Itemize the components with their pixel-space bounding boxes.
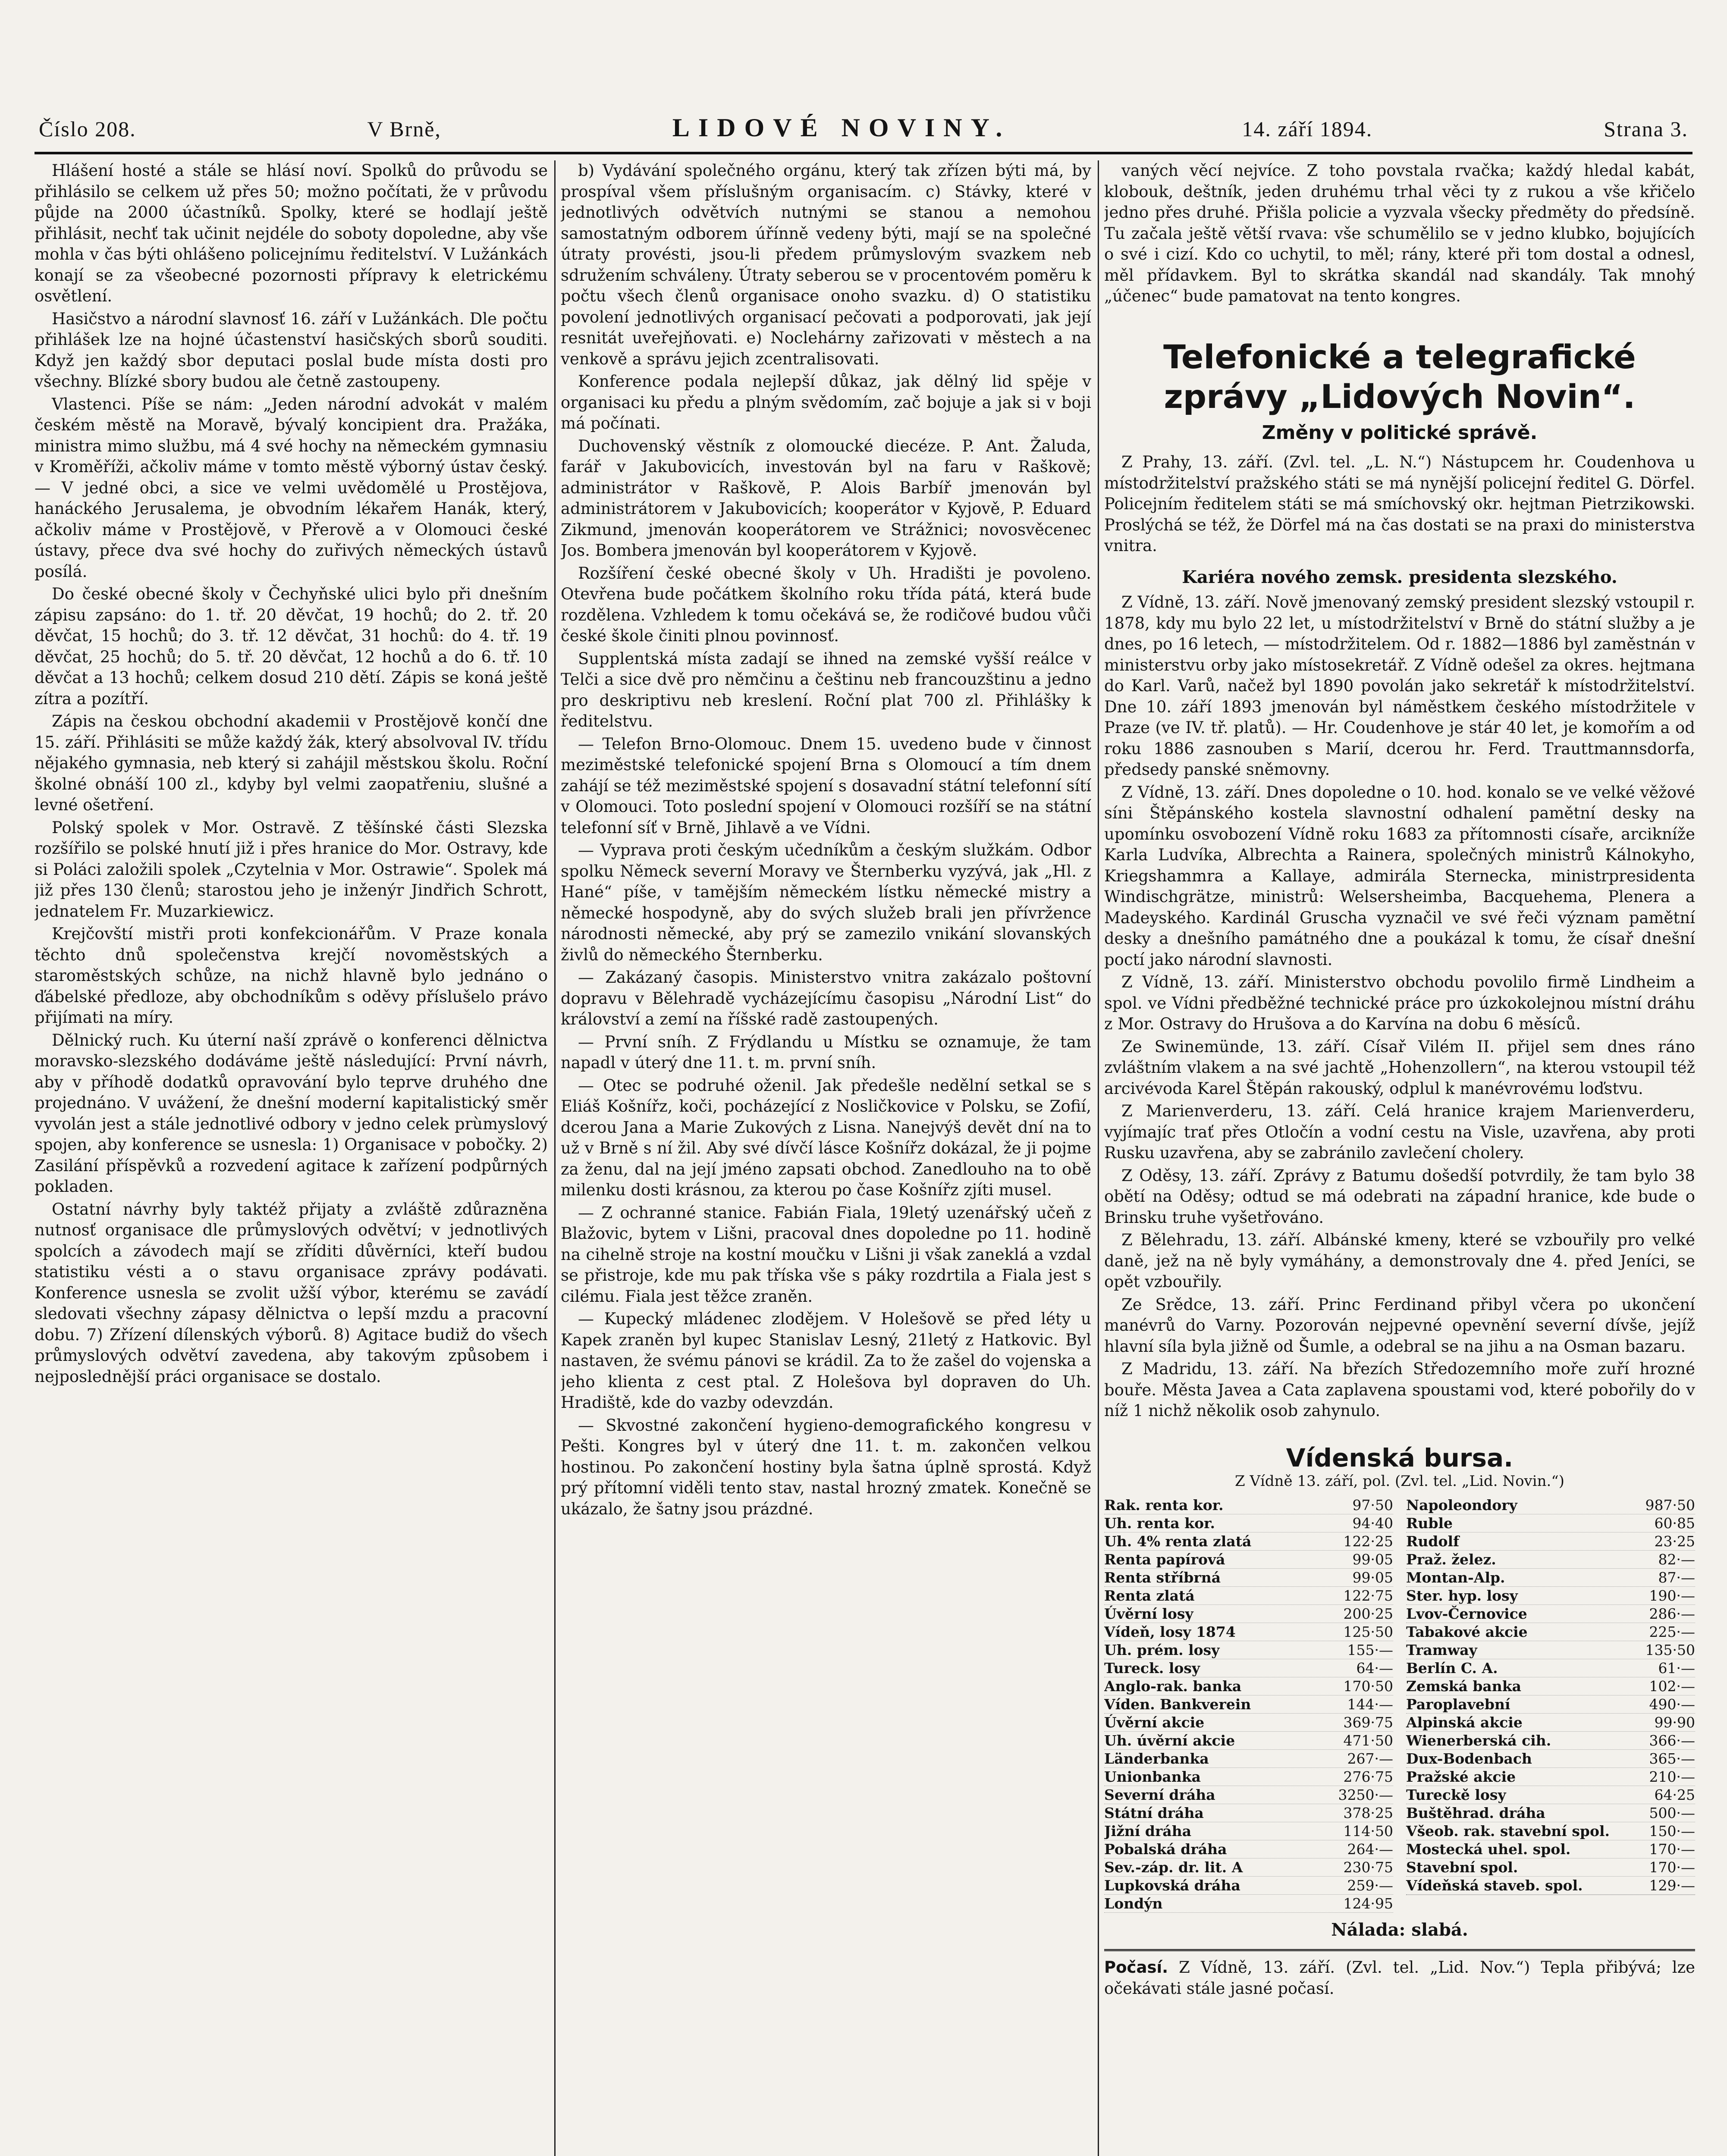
bursa-security: Paroplavební [1406, 1695, 1510, 1713]
telegram-item: Z Prahy, 13. září. (Zvl. tel. „L. N.“) Nástupcem hr. Coudenhova u místodržitelství pražského státi se má nynější policejní ředitel G. Dörfel. Policejním ředitelem státi se má smíchovský okr. hejtman Pietrzikowski. Proslýchá se též, že Dörfel má na čas dostati se na praxi do ministerstva vnitra. [1104, 453, 1695, 555]
article: Dělnický ruch. Ku úterní naší zprávě o konferenci dělnictva moravsko-slezského dodáváme ještě následující: První návrh, aby v příhodě dodatků opravování bylo teprve druhého dne projednáno. V uvážení, že dnešní moderní kapitalistický směr vyvolán jest a stále jednotlivé odbory v jedno celek prùmyslový spojen, aby konference se usnesla: 1) Organisace v pobočky. 2) Zasilání příspěvků a rozvedení agitace k zařízení podpůrných pokladen. [35, 1031, 548, 1196]
bursa-row [1406, 1551, 1695, 1569]
bursa-price: 99·05 [1352, 1569, 1393, 1586]
article: — Otec se podruhé oženil. Jak předešle nedělní setkal se s Eliáš Košnířz, koči, pocházející z Nosličkovice v Polsku, se Zofií, dcerou Jana a Marie Zukových z Lisna. Nanejvýš devět dní na to už v Brně s ní žil. Aby své dívčí lásce Košnířz dokázal, že ji pojme za ženu, dal na její jméno zapsati obchod. Zanedlouho na to obě milenku dosti krásnou, za kterou po čase Košnířz zjíti musel. [561, 1076, 1091, 1199]
bursa-row [1406, 1677, 1695, 1695]
bursa-row [1406, 1641, 1695, 1659]
bursa-row [1104, 1877, 1393, 1895]
article: Hlášení hosté a stále se hlásí noví. Spolků do průvodu se přihlásilo se celkem už přes 50; možno počítati, že v průvodu půjde na 2000 účastníků. Spolky, které se hodlají ještě přihlásit, nechť tak učinit nejdéle do soboty dopoledne, aby vše mohla v čas býti ohlášeno policejnímu ředitelství. V Lužánkách konají se za všeobecné pozornosti přípravy k eletrickému osvětlení. [35, 161, 548, 305]
bursa-price: 122·25 [1343, 1532, 1393, 1550]
bursa-price: 286·— [1649, 1605, 1695, 1622]
bursa-row [1104, 1551, 1393, 1569]
bursa-row [1104, 1786, 1393, 1804]
bursa-security: Montan-Alp. [1406, 1569, 1505, 1586]
bursa-price: 99·05 [1352, 1551, 1393, 1568]
article: — Telefon Brno-Olomouc. Dnem 15. uvedeno bude v činnost meziměstské telefonické spojení Brna s Olomoucí a tím dnem zahájí se též meziměstské spojení s dosavadní státní telefonní sítí v Olomouci. Toto poslední spojení v Olomouci rozšíří se na státní telefonní síť v Brně, Jihlavě a ve Vídni. [561, 734, 1091, 837]
bursa-price: 500·— [1649, 1804, 1695, 1821]
bursa-security: Berlín C. A. [1406, 1659, 1498, 1677]
bursa-price: 987·50 [1645, 1496, 1695, 1514]
bursa-security: Uh. 4% renta zlatá [1104, 1532, 1252, 1550]
article: Duchovenský věstník z olomoucké diecéze. P. Ant. Žaluda, farář v Jakubovicích, investován byl na faru v Raškově; administrátor v Raškově, P. Alois Barbíř jmenován byl administrátorem v Jakubovicích; kooperátor v Kyjově, P. Eduard Zikmund, jmenován kooperátorem ve Strážnici; novosvěcenec Jos. Bombera jmenován byl kooperátorem v Kyjově. [561, 436, 1091, 560]
bursa-price: 259·— [1347, 1877, 1393, 1894]
bursa-row [1104, 1496, 1393, 1514]
bursa-row [1406, 1714, 1695, 1732]
telegrams-subheading: Změny v politické správě. [1262, 421, 1538, 444]
column-divider [1098, 160, 1099, 2156]
bursa-row [1406, 1532, 1695, 1551]
article: Vlastenci. Píše se nám: „Jeden národní advokát v malém českém městě na Moravě, bývalý koncipient dra. Pražáka, ministra mimo službu, má 4 své hochy na německém gymnasiu v Kroměříži, ačkoliv máme v tomto městě výborný ústav český. — V jedné obci, a sice ve velmi uvědomělé u Prostějova, hanáckého Jerusalema, je obvodním lékařem Hanák, který, ačkoliv máme v Prostějově, v Přerově a v Olomouci české ústavy, přece dva své hochy do zuřivých německých ústavů posílá. [35, 395, 548, 581]
article: Do české obecné školy v Čechyňské ulici bylo při dnešním zápisu zapsáno: do 1. tř. 20 děvčat, 19 hochů; do 2. tř. 20 děvčat, 15 hochů; do 3. tř. 12 děvčat, 31 hochů: do 4. tř. 19 děvčat, 25 hochů; do 5. tř. 20 děvčat, 12 hochů a do 6. tř. 10 děvčat a 13 hochů; celkem dosud 210 dětí. Zápis se koná ještě zítra a pozítří. [35, 585, 548, 708]
bursa-row [1406, 1569, 1695, 1587]
bursa-right-column [1406, 1496, 1695, 1913]
bursa-price: 170·— [1649, 1858, 1695, 1876]
bursa-price: 170·— [1649, 1840, 1695, 1858]
bursa-row [1104, 1514, 1393, 1532]
bursa-price: 129·— [1649, 1877, 1695, 1894]
article: Supplentská místa zadají se ihned na zemské vyšší reálce v Telči a sice dvě pro němčinu a češtinu neb francouzštinu a jedno pro deskriptivu neb kreslení. Roční plat 700 zl. Přihlášky k ředitelstvu. [561, 649, 1091, 730]
bursa-row [1406, 1587, 1695, 1605]
bursa-price: 144·— [1347, 1695, 1393, 1713]
bursa-price: 125·50 [1343, 1623, 1393, 1640]
bursa-price: 210·— [1649, 1768, 1695, 1785]
telegram-item: Ze Srědce, 13. září. Princ Ferdinand přibyl včera po ukončení manévrů do Varny. Pozorován nejpevné opevnění severní dívše, jejíž hlavní síla byla jižně od Šumle, a odebral se na jihu a na Osman bazaru. [1104, 1295, 1695, 1356]
bursa-row [1104, 1714, 1393, 1732]
bursa-security: Ruble [1406, 1514, 1453, 1532]
bursa-row [1104, 1732, 1393, 1750]
bursa-price: 135·50 [1645, 1641, 1695, 1658]
bursa-price: 87·— [1658, 1569, 1695, 1586]
weather-report [1104, 1949, 1695, 1999]
bursa-row [1406, 1768, 1695, 1786]
bursa-security: Uh. úvěrní akcie [1104, 1732, 1235, 1749]
article: — První sníh. Z Frýdlandu u Místku se oznamuje, že tam napadl v úterý dne 11. t. m. první sníh. [561, 1032, 1091, 1072]
bursa-row [1104, 1768, 1393, 1786]
bursa-price: 150·— [1649, 1822, 1695, 1839]
masthead-title: LIDOVÉ NOVINY. [672, 113, 1011, 142]
bursa-price: 366·— [1649, 1732, 1695, 1749]
bursa-security: Rudolf [1406, 1532, 1460, 1550]
article: — Skvostné zakončení hygieno-demografického kongresu v Pešti. Kongres byl v úterý dne 11. t. m. zakončen velkou hostinou. Po zakončení hostiny byla šatna úplně sprostá. Když prý přítomní viděli tento stav, nastal hrozný zmatek. Konečně se ukázalo, že šatny jsou prázdné. [561, 1416, 1091, 1518]
bursa-security: Napoleondory [1406, 1496, 1517, 1514]
bursa-security: Dux-Bodenbach [1406, 1750, 1532, 1767]
weather-text: Z Vídně, 13. září. (Zvl. tel. „Lid. Nov.“) Tepla přibývá; lze očekávati stále jasné počasí. [1104, 1958, 1695, 1998]
bursa-price: 114·50 [1343, 1822, 1393, 1839]
article: — Kupecký mládenec zlodějem. V Holešově se před léty u Kapek zraněn byl kupec Stanislav Lesný, 21letý z Hatkovic. Byl nastaven, že svému pánovi se krádil. Za to že zašel do vojenska a jeho klienta z cest ptal. Z Holešova byl dopraven do Uh. Hradiště, kde do vazby odevzdán. [561, 1310, 1091, 1412]
bursa-table [1104, 1496, 1695, 1913]
bursa-security: Stavební spol. [1406, 1858, 1518, 1876]
bursa-row [1104, 1587, 1393, 1605]
bursa-row [1104, 1569, 1393, 1587]
bursa-security: Londýn [1104, 1895, 1163, 1912]
bursa-security: Anglo-rak. banka [1104, 1677, 1242, 1695]
bursa-security: Lupkovská dráha [1104, 1877, 1240, 1894]
telegram-item: Z Vídně, 13. září. Dnes dopoledne o 10. hod. konalo se ve velké věžové síni Štěpánského kostela slavnostní odhalení pamětní desky na upomínku osvobození Vídně roku 1683 za přítomnosti císaře, arcikníže Karla Ludvíka, Albrechta a Rainera, společných ministrů Kálnokyho, Kriegshammra a Kallaye, admirála Sterneckа, ministrpresidenta Windischgrätze, ministrů: Welsersheimba, Bacquehema, Plenera a Madeyského. Kardinál Gruscha vyznačil ve své řeči význam pamětní desky a dnešního památného dne a poukázal k tomu, že císař dnešní poctí jako národní slavnosti. [1104, 783, 1695, 969]
bursa-row [1406, 1750, 1695, 1768]
bursa-row [1406, 1496, 1695, 1514]
bursa-security: Tureck. losy [1104, 1659, 1200, 1677]
bursa-price: 23·25 [1654, 1532, 1695, 1550]
bursa-price: 82·— [1658, 1551, 1695, 1568]
bursa-security: Státní dráha [1104, 1804, 1204, 1821]
article: Ostatní návrhy byly taktéž přijaty a zvláště zdůrazněna nutnosť organisace dle průmyslových odvětví; v jednotlivých spolcích a závodech mají se zříditi důvěrníci, kteří budou statistiku vésti a o stavu organisace zprávy podávati. Konference usnesla se zvolit užší výbor, kterému se zavádí sledovati všechny zápasy dělnictva o lepší mzdu a pracovní dobu. 7) Zřízení dílenských výborů. 8) Agitace budiž do všech průmyslových odvětví zavedena, aby takovým způsobem i nejposlednější práci organisace se dostalo. [35, 1200, 548, 1386]
bursa-security: Sev.-záp. dr. lit. A [1104, 1858, 1243, 1876]
bursa-price: 3250·— [1338, 1786, 1393, 1803]
telegram-item: Z Bělehradu, 13. září. Albánské kmeny, které se vzbouřily pro velké daně, jež na ně byly vymáhány, a demonstrovaly dne 4. před Jeníci, se opět vzbouřily. [1104, 1231, 1695, 1291]
bursa-row [1406, 1732, 1695, 1750]
bursa-row [1406, 1804, 1695, 1822]
bursa-security: Renta zlatá [1104, 1587, 1195, 1604]
bursa-row [1406, 1786, 1695, 1804]
bursa-security: Länderbanka [1104, 1750, 1209, 1767]
article: — Zakázaný časopis. Ministerstvo vnitra zakázalo poštovní dopravu v Bělehradě vycházejícímu časopisu „Národní List“ do království a zemí na říšské radě zastoupených. [561, 968, 1091, 1028]
article: b) Vydávání společného orgánu, který tak zřízen býti má, by prospíval všem příslušným organisacím. c) Stávky, které v jednotlivých odvětvích nutnými se stanou a nemohou samostatným odborem úřínně vedeny býti, mají se na společné útraty provésti, jsou-li předem průmyslovým svazkem neb sdružením schváleny. Útraty seberou se v procentovém poměru k počtu všech členů organisace onoho svazku. d) O statistiku povolení jednotlivých organisací pečovati a podporovati, jak její resnitát uveřejňovati. e) Noclehárny zařizovati v městech a na venkově a správu jejich zcentralisovati. [561, 161, 1091, 368]
bursa-row [1104, 1895, 1393, 1913]
career-heading: Kariéra nového zemsk. presidenta slezského. [1182, 567, 1617, 587]
bursa-security: Zemská banka [1406, 1677, 1522, 1695]
bursa-price: 124·95 [1343, 1895, 1393, 1912]
bursa-security: Severní dráha [1104, 1786, 1215, 1803]
bursa-row [1406, 1623, 1695, 1641]
telegrams-heading: Telefonické a telegrafické zprávy „Lidových Novin“. [1163, 337, 1636, 416]
bursa-row [1104, 1677, 1393, 1695]
bursa-row [1406, 1858, 1695, 1877]
bursa-security: Pražské akcie [1406, 1768, 1516, 1785]
bursa-row [1104, 1623, 1393, 1641]
telegram-item: Z Vídně, 13. září. Ministerstvo obchodu povolilo firmě Lindheim a spol. ve Vídni předběžné technické práce pro úzkokolejnou místní dráhu z Mor. Ostravy do Hrušova a do Karvína na dobu 6 měsíců. [1104, 973, 1695, 1033]
bursa-price: 264·— [1347, 1840, 1393, 1858]
bursa-price: 471·50 [1343, 1732, 1393, 1749]
bursa-price: 94·40 [1352, 1514, 1393, 1532]
bursa-security: Ster. hyp. losy [1406, 1587, 1518, 1604]
telegram-item: Z Madridu, 13. září. Na březích Středozemního moře zuří hrozné bouře. Města Javea a Cata zaplavena spoustami vod, které pobořily do v níž 1 nichž několik osob zahynulo. [1104, 1360, 1695, 1420]
bursa-security: Pobalská dráha [1104, 1840, 1227, 1858]
bursa-price: 369·75 [1343, 1714, 1393, 1731]
bursa-row [1104, 1695, 1393, 1714]
telegram-item: Ze Swinemünde, 13. září. Císař Vilém II. přijel sem dnes ráno zvláštním vlakem a na své jachtě „Hohenzollern“, na kterou vstoupil též arcivévoda Karel Štěpán rakouský, odplul k manévrovému loďstvu. [1104, 1037, 1695, 1098]
bursa-row [1406, 1877, 1695, 1895]
bursa-price: 200·25 [1343, 1605, 1393, 1622]
bursa-row [1104, 1750, 1393, 1768]
bursa-row [1406, 1840, 1695, 1858]
bursa-security: Alpinská akcie [1406, 1714, 1523, 1731]
bursa-row [1406, 1822, 1695, 1840]
bursa-security: Uh. renta kor. [1104, 1514, 1215, 1532]
column-1 [35, 160, 548, 2156]
bursa-row [1104, 1532, 1393, 1551]
weather-label: Počasí. [1104, 1958, 1168, 1977]
column-2 [561, 160, 1091, 2156]
bursa-row [1406, 1659, 1695, 1677]
bursa-row [1104, 1641, 1393, 1659]
article-continued: vaných věcí nejvíce. Z toho povstala rvačka; každý hledal kabát, klobouk, deštník, jeden druhému trhal věci ty z rukou a vše křičelo jedno přes druhé. Přišla policie a vyzvala všecky předměty do předsíně. Tu začala ještě větší rvava: vše schumělilo se v jedno klubko, bojujících o své i cizí. Kdo co uchytil, to měl; rány, které při tom dostal a odnesl, měl přídavkem. Byl to skrátka skandál nad skandály. Tak mnohý „účenec“ bude pamatovat na tento kongres. [1104, 161, 1695, 305]
bursa-security: Vídeňská staveb. spol. [1406, 1877, 1583, 1894]
bursa-security: Mostecká uhel. spol. [1406, 1840, 1571, 1858]
article: Polský spolek v Mor. Ostravě. Z těšínské části Slezska rozšířilo se polské hnutí již i přes hranice do Mor. Ostravy, kde si Poláci založili spolek „Czytelnia v Mor. Ostrawie“. Spolek má již přes 130 členů; starostou jeho je inženýr Jindřich Schrott, jednatelem Fr. Muzarkiewicz. [35, 818, 548, 921]
bursa-row [1104, 1605, 1393, 1623]
article: — Vyprava proti českým učedníkům a českým služkám. Odbor spolku Německ severní Moravy ve Šternberku vyzývá, jak „Hl. z Hané“ píše, v tamějším německém lístku německé mistry a německé hospodyně, aby do svých služeb brali jen přívržence národnosti německé, aby prý se zamezilo vnikání slovanských živlů do německého Šternberku. [561, 841, 1091, 964]
bursa-row [1104, 1804, 1393, 1822]
bursa-security: Všeob. rak. stavební spol. [1406, 1822, 1610, 1839]
bursa-security: Lvov-Černovice [1406, 1605, 1527, 1622]
place: V Brně, [367, 117, 441, 141]
bursa-price: 190·— [1649, 1587, 1695, 1604]
bursa-security: Renta papírová [1104, 1551, 1225, 1568]
article: Rozšíření české obecné školy v Uh. Hradišti je povoleno. Otevřena bude počátkem školního roku třída pátá, která bude rozdělena. Vzhledem k tomu očekává se, že rodičové budou vůči české škole činiti plnou povinnosť. [561, 564, 1091, 645]
bursa-row [1104, 1822, 1393, 1840]
bursa-security: Tramway [1406, 1641, 1477, 1658]
bursa-price: 276·75 [1343, 1768, 1393, 1785]
bursa-security: Tureckě losy [1406, 1786, 1506, 1803]
bursa-security: Tabakové akcie [1406, 1623, 1528, 1640]
telegram-item: Z Vídně, 13. září. Nově jmenovaný zemský president slezský vstoupil r. 1878, kdy mu bylo 22 let, u místodržitelství v Brně do státní služby a je dnes, po 16 letech, — místodržitelem. Od r. 1882—1886 byl zaměstnán v ministerstvu orby jako místosekretář. Z Vídně odešel za okres. hejtmana do Karl. Varů, načež byl 1890 povolán jako sekretář k místodržitelství. Dne 10. září 1893 jmenován byl náměstkem českého místodržitele v Praze (ve IV. tř. platů). — Hr. Coudenhove je stár 40 let, je komořím a od roku 1886 zasnouben s Marií, dcerou hr. Ferd. Trauttmannsdorfa, předsedy panské sněmovny. [1104, 593, 1695, 779]
article: — Z ochranné stanice. Fabián Fiala, 19letý uzenářský učeň z Blažovic, bytem v Lišni, pracoval dnes dopoledne po 11. hodině na cihelně stroje na kostní moučku v Lišni ji však zaneklá a vzdal se přistroje, kde mu pak tříska vše s páky rozdrtila a Fiala jest s cilému. Fiala jest těžce zraněn. [561, 1203, 1091, 1306]
bursa-price: 490·— [1649, 1695, 1695, 1713]
market-mood: Nálada: slabá. [1331, 1919, 1468, 1940]
page-header [39, 113, 1688, 150]
bursa-price: 365·— [1649, 1750, 1695, 1767]
bursa-security: Renta stříbrná [1104, 1569, 1221, 1586]
bursa-row [1406, 1605, 1695, 1623]
bursa-price: 155·— [1347, 1641, 1393, 1658]
issue-number: Číslo 208. [39, 117, 136, 141]
telegram-item: Z Marienverderu, 13. září. Celá hranice krajem Marienverderu, vyjímajíc trať přes Otločín a vodní cestu na Visle, uzavřena, aby proti Rusku uzavřena, aby se zabránilo zavlečení cholery. [1104, 1102, 1695, 1162]
bursa-price: 64·— [1356, 1659, 1393, 1677]
article: Krejčovští mistři proti konfekcionářům. V Praze konala těchto dnů společenstva krejčí novoměstských a staroměstských schůze, na nichž hlavně bylo jednáno o ďábelské předloze, aby obchodníkům s oděvy příslušelo právo přijímati na míry. [35, 924, 548, 1027]
bursa-row [1406, 1514, 1695, 1532]
bursa-row [1104, 1858, 1393, 1877]
issue-date: 14. září 1894. [1242, 117, 1373, 141]
bursa-price: 99·90 [1654, 1714, 1695, 1731]
bursa-security: Úvěrní losy [1104, 1605, 1193, 1622]
bursa-row [1104, 1840, 1393, 1858]
bursa-price: 122·75 [1343, 1587, 1393, 1604]
article: Hasičstvo a národní slavnosť 16. září v Lužánkách. Dle počtu přihlášek lze na hojné účastenství hasičských sborů souditi. Když jen každý sbor deputaci poslal bude místa dosti pro všechny. Blízké sbory budou ale četně zastoupeny. [35, 309, 548, 391]
bursa-row [1406, 1695, 1695, 1714]
bursa-security: Úvěrní akcie [1104, 1714, 1205, 1731]
bursa-price: 60·85 [1654, 1514, 1695, 1532]
bursa-security: Uh. prém. losy [1104, 1641, 1220, 1658]
bursa-security: Jižní dráha [1104, 1822, 1192, 1839]
bursa-heading: Vídenská bursa. [1286, 1443, 1513, 1473]
bursa-security: Unionbanka [1104, 1768, 1201, 1785]
bursa-security: Víden. Bankverein [1104, 1695, 1251, 1713]
header-rule [35, 152, 1692, 154]
bursa-security: Praž. želez. [1406, 1551, 1496, 1568]
bursa-price: 102·— [1649, 1677, 1695, 1695]
bursa-security: Vídeň, losy 1874 [1104, 1623, 1236, 1640]
article: Konference podala nejlepší důkaz, jak dělný lid spěje v organisaci ku předu a plným svědomím, zač bojuje a jak si v boji má počínati. [561, 372, 1091, 432]
bursa-price: 267·— [1347, 1750, 1393, 1767]
page-number: Strana 3. [1604, 117, 1688, 141]
bursa-security: Wienerberská cih. [1406, 1732, 1551, 1749]
column-3 [1104, 160, 1695, 2156]
bursa-subheading: Z Vídně 13. září, pol. (Zvl. tel. „Lid. Novin.“) [1235, 1473, 1564, 1490]
bursa-row [1104, 1659, 1393, 1677]
bursa-price: 170·50 [1343, 1677, 1393, 1695]
bursa-price: 230·75 [1343, 1858, 1393, 1876]
telegram-item: Z Oděsy, 13. září. Zprávy z Batumu došedší potvrdily, že tam bylo 38 obětí na Oděsy; odtud se má odebrati na západní hranice, kde bude o Brinsku truhe vyšetřováno. [1104, 1166, 1695, 1227]
bursa-security: Buštěhrad. dráha [1406, 1804, 1545, 1821]
bursa-left-column [1104, 1496, 1393, 1913]
bursa-price: 64·25 [1654, 1786, 1695, 1803]
bursa-price: 378·25 [1343, 1804, 1393, 1821]
bursa-security: Rak. renta kor. [1104, 1496, 1224, 1514]
bursa-price: 97·50 [1352, 1496, 1393, 1514]
column-divider [554, 160, 556, 2156]
bursa-price: 225·— [1649, 1623, 1695, 1640]
bursa-price: 61·— [1658, 1659, 1695, 1677]
article: Zápis na českou obchodní akademii v Prostějově končí dne 15. září. Přihlásiti se může každý žák, který absolvoval IV. třídu nějakého gymnasia, neb který si zahájil městskou školu. Roční školné obnáší 100 zl., kdyby byl velmi zaopatřeniu, slušné a levné ošetření. [35, 712, 548, 814]
